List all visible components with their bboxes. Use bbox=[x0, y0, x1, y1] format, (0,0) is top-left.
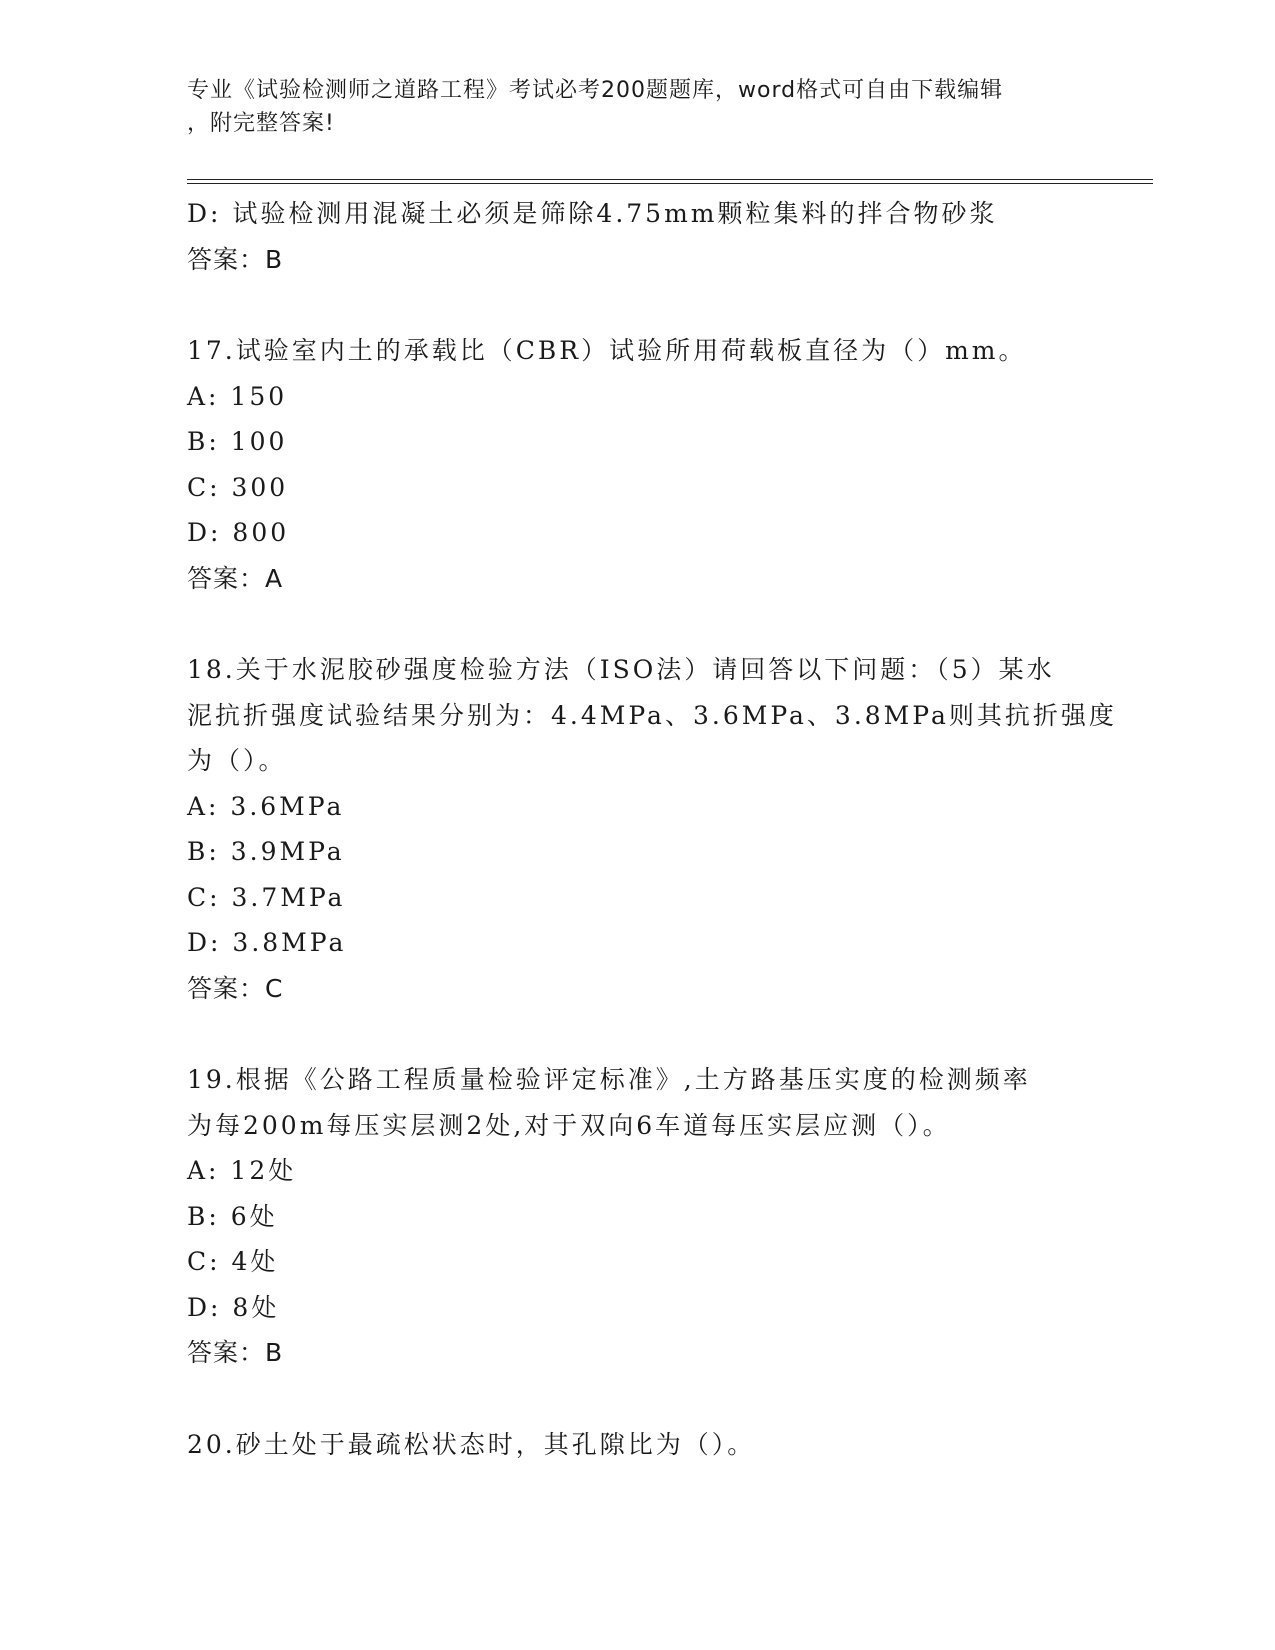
answer: 答案：B bbox=[187, 244, 284, 274]
prev-question bbox=[187, 191, 1087, 282]
option-c: C: 4处 bbox=[187, 1247, 279, 1276]
question-stem-line-1: 18.关于水泥胶砂强度检验方法（ISO法）请回答以下问题：（5）某水 bbox=[187, 655, 1055, 684]
question-17 bbox=[187, 328, 1087, 601]
answer: 答案：A bbox=[187, 563, 284, 593]
question-20 bbox=[187, 1422, 1087, 1468]
question-stem-line-2: 为每200m每压实层测2处,对于双向6车道每压实层应测（）。 bbox=[187, 1110, 951, 1140]
spacer bbox=[187, 1376, 1087, 1422]
question-19 bbox=[187, 1057, 1087, 1376]
question-stem-line-1: 19.根据《公路工程质量检验评定标准》,土方路基压实度的检测频率 bbox=[187, 1065, 1031, 1094]
option-b: B: 6处 bbox=[187, 1201, 278, 1231]
question-stem: 17.试验室内土的承载比（CBR）试验所用荷载板直径为（）mm。 bbox=[187, 336, 1027, 365]
question-stem-line-2: 泥抗折强度试验结果分别为：4.4MPa、3.6MPa、3.8MPa则其抗折强度 bbox=[187, 700, 1117, 730]
question-content bbox=[187, 191, 1117, 1467]
document-header bbox=[187, 74, 1067, 140]
spacer bbox=[187, 601, 1087, 647]
question-stem: 20.砂土处于最疏松状态时，其孔隙比为（）。 bbox=[187, 1429, 756, 1459]
spacer bbox=[187, 1011, 1087, 1057]
header-line-2: ，附完整答案! bbox=[187, 111, 335, 136]
option-d: D: 8处 bbox=[187, 1292, 280, 1322]
option-b: B: 100 bbox=[187, 427, 288, 456]
option-d: D: 800 bbox=[187, 518, 290, 547]
option-d: D: 3.8MPa bbox=[187, 928, 347, 957]
option-c: C: 3.7MPa bbox=[187, 882, 346, 912]
answer: 答案：B bbox=[187, 1338, 284, 1367]
option-a: A: 3.6MPa bbox=[187, 791, 345, 821]
spacer bbox=[187, 282, 1087, 328]
option-a: A: 12处 bbox=[187, 1156, 297, 1185]
option-d: D: 试验检测用混凝土必须是筛除4.75mm颗粒集料的拌合物砂浆 bbox=[187, 199, 998, 228]
question-18 bbox=[187, 647, 1117, 1011]
header-line-1: 专业《试验检测师之道路工程》考试必考200题题库，word格式可自由下载编辑 bbox=[187, 78, 1004, 103]
option-a: A: 150 bbox=[187, 381, 288, 411]
header-divider-top bbox=[187, 179, 1153, 180]
question-stem-line-3: 为（）。 bbox=[187, 746, 287, 775]
header-divider-bottom bbox=[187, 183, 1153, 184]
option-c: C: 300 bbox=[187, 472, 289, 502]
option-b: B: 3.9MPa bbox=[187, 837, 345, 866]
answer: 答案：C bbox=[187, 973, 284, 1003]
